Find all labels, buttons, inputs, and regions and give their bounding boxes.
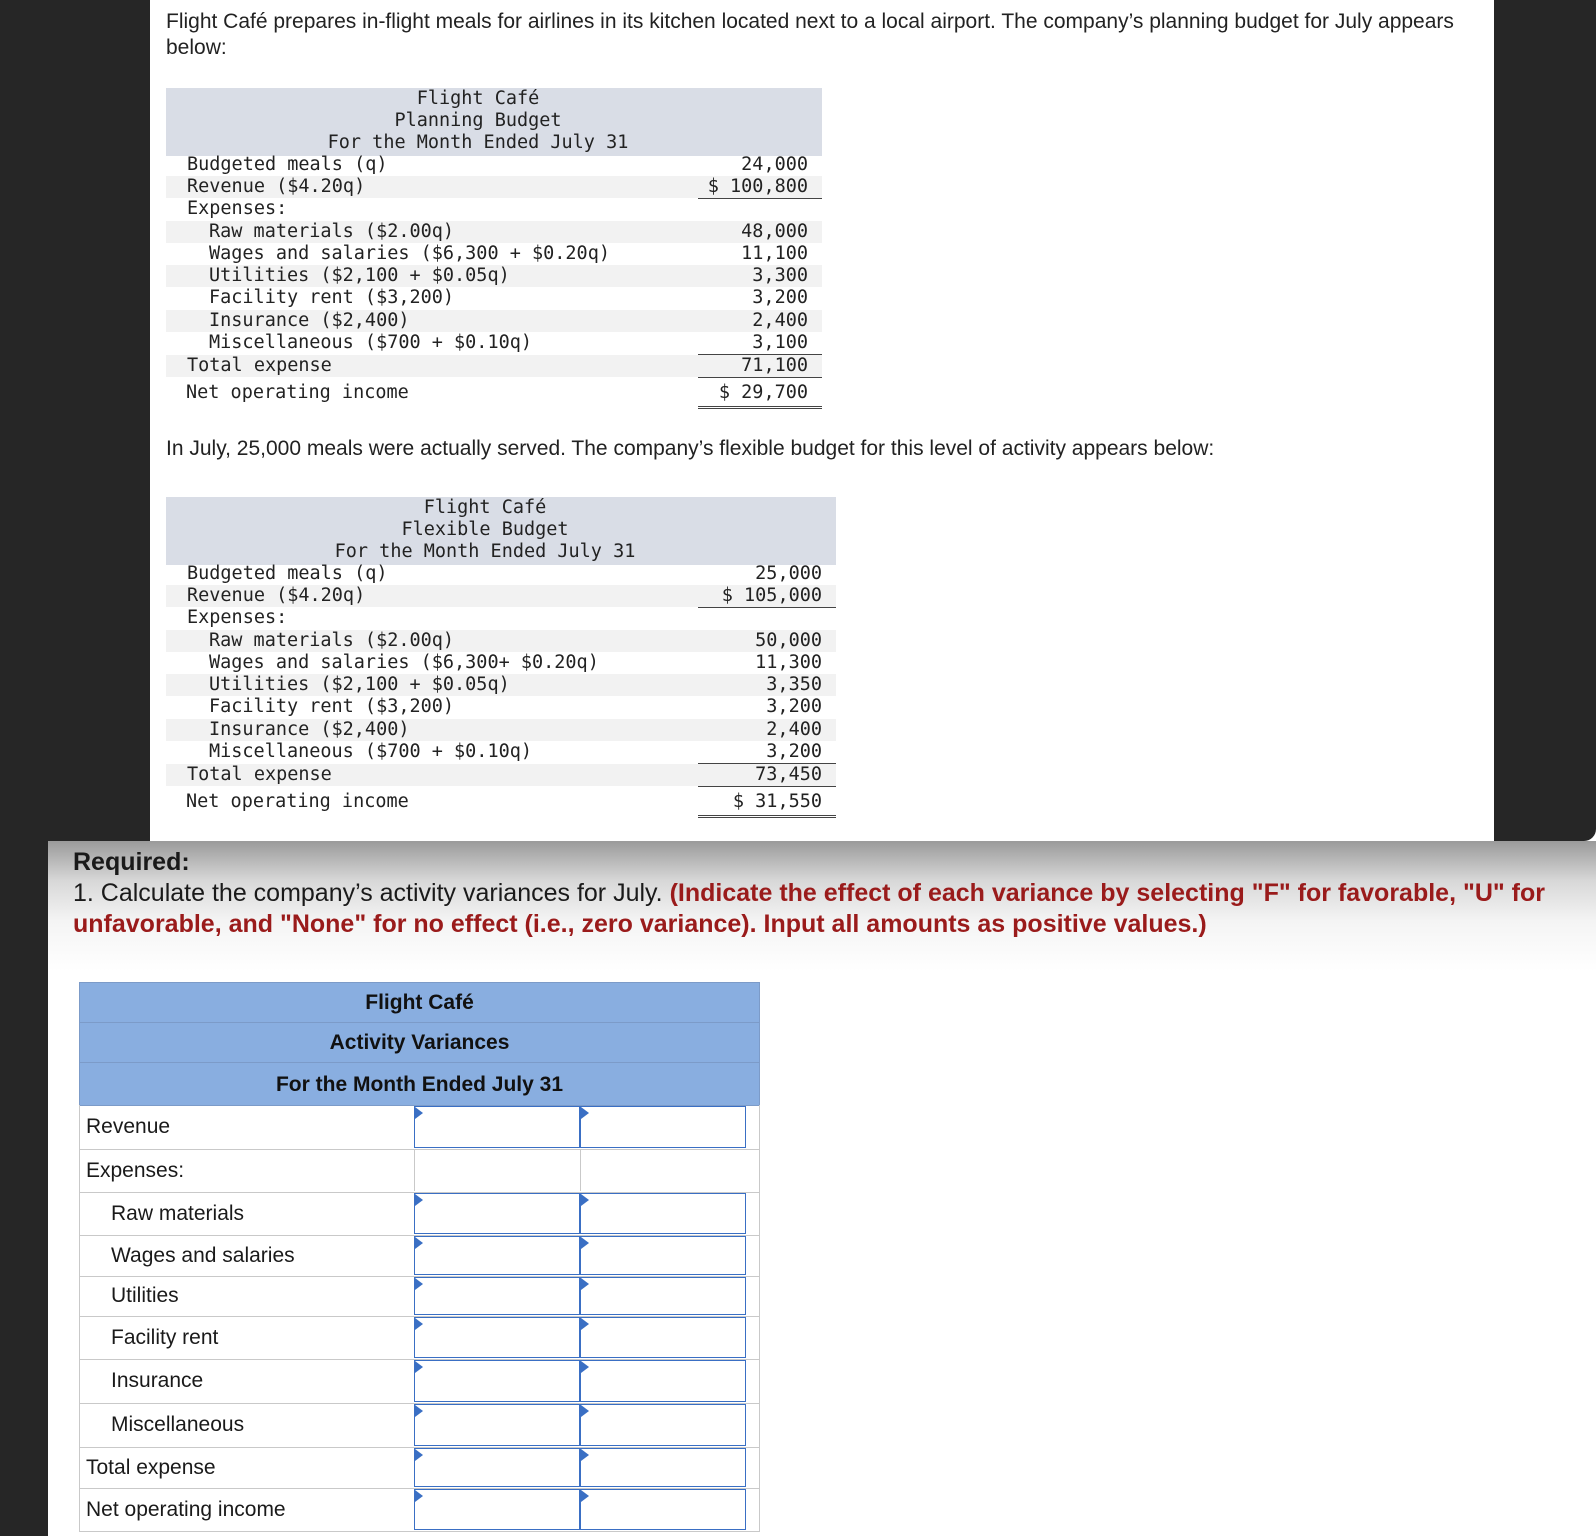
utilities-effect-input[interactable]: [580, 1277, 746, 1315]
flexible-budget-header: [166, 497, 836, 565]
wages-effect-input[interactable]: [580, 1236, 746, 1275]
flexible-row-utilities: Utilities ($2,100 + $0.05q) 3,350: [166, 674, 836, 696]
variance-row-net-income: [79, 1488, 760, 1532]
variance-row-label: Revenue: [86, 1115, 171, 1138]
flexible-row-expenses: Expenses:: [187, 607, 288, 628]
planning-row-revenue: Revenue ($4.20q) $ 100,800: [166, 176, 822, 198]
input-marker-icon: [581, 1237, 589, 1249]
variance-row-utilities: [79, 1276, 760, 1317]
required-text: 1. Calculate the company’s activity variances for July.: [73, 879, 663, 907]
net-income-amount-input[interactable]: [414, 1489, 580, 1530]
variance-row-label: Expenses:: [86, 1158, 185, 1182]
raw-materials-amount-input[interactable]: [414, 1193, 580, 1234]
variance-row-label: Total expense: [86, 1455, 216, 1479]
planning-budget-header: [166, 88, 822, 156]
revenue-effect-input[interactable]: [580, 1106, 746, 1148]
insurance-amount-input[interactable]: [414, 1360, 580, 1402]
flexible-row-insurance: Insurance ($2,400) 2,400: [166, 719, 836, 741]
variance-row-label: Facility rent: [111, 1325, 219, 1349]
flexible-row-net-income: Net operating income $ 31,550: [186, 791, 822, 812]
wages-amount-input[interactable]: [414, 1236, 580, 1275]
variance-row-label: Miscellaneous: [111, 1413, 245, 1436]
input-marker-icon: [415, 1237, 423, 1249]
planning-row-utilities: Utilities ($2,100 + $0.05q) 3,300: [166, 265, 822, 287]
required-instructions: [73, 847, 1583, 940]
variance-row-raw-materials: [79, 1192, 760, 1236]
flexible-row-misc: Miscellaneous ($700 + $0.10q) 3,200: [209, 741, 822, 762]
total-expense-amount-input[interactable]: [414, 1448, 580, 1487]
input-marker-icon: [581, 1449, 589, 1461]
input-marker-icon: [415, 1278, 423, 1290]
variance-row-facility-rent: [79, 1316, 760, 1360]
input-marker-icon: [415, 1361, 423, 1373]
misc-amount-input[interactable]: [414, 1404, 580, 1446]
input-marker-icon: [581, 1107, 589, 1119]
variance-row-label: Net operating income: [86, 1497, 286, 1521]
facility-rent-amount-input[interactable]: [414, 1317, 580, 1358]
input-marker-icon: [415, 1449, 423, 1461]
input-marker-icon: [581, 1405, 589, 1417]
raw-materials-effect-input[interactable]: [580, 1193, 746, 1234]
planning-row-total-expense: Total expense 71,100: [166, 355, 822, 377]
flexible-row-total-expense: Total expense 73,450: [166, 764, 836, 786]
variance-row-revenue: [79, 1105, 760, 1150]
input-marker-icon: [415, 1194, 423, 1206]
flexible-title: Flight Café: [423, 497, 547, 518]
input-marker-icon: [415, 1318, 423, 1330]
facility-rent-effect-input[interactable]: [580, 1317, 746, 1358]
expenses-amount-cell: [414, 1150, 580, 1191]
flexible-period: For the Month Ended July 31: [334, 541, 636, 562]
variance-row-total-expense: [79, 1447, 760, 1489]
misc-effect-input[interactable]: [580, 1404, 746, 1446]
variance-row-insurance: [79, 1359, 760, 1404]
variance-row-wages: [79, 1235, 760, 1277]
left-frame: [0, 841, 48, 1536]
variance-period: For the Month Ended July 31: [79, 1062, 760, 1106]
planning-row-raw-materials: Raw materials ($2.00q) 48,000: [166, 221, 822, 243]
planning-row-net-income: Net operating income $ 29,700: [186, 382, 808, 403]
variance-row-label: Raw materials: [111, 1201, 245, 1225]
variance-row-label: Wages and salaries: [111, 1243, 295, 1267]
net-income-effect-input[interactable]: [580, 1489, 746, 1530]
intro-paragraph: Flight Café prepares in-flight meals for airlines in its kitchen located next to a local airport. The company’s planning budget for July appears below:: [166, 10, 1454, 59]
input-marker-icon: [415, 1490, 423, 1502]
variance-title: Flight Café: [79, 982, 760, 1023]
input-marker-icon: [581, 1318, 589, 1330]
problem-page: [150, 0, 1494, 841]
planning-row-meals: Budgeted meals (q) 24,000: [187, 154, 808, 175]
planning-subtitle: Planning Budget: [394, 110, 562, 131]
planning-period: For the Month Ended July 31: [327, 132, 629, 153]
input-marker-icon: [581, 1194, 589, 1206]
input-marker-icon: [581, 1490, 589, 1502]
planning-row-misc: Miscellaneous ($700 + $0.10q) 3,100: [209, 332, 808, 353]
flexible-intro: In July, 25,000 meals were actually served. The company’s flexible budget for this level of activity appears below:: [166, 437, 1215, 460]
variance-row-misc: [79, 1403, 760, 1448]
flexible-row-wages: Wages and salaries ($6,300+ $0.20q) 11,300: [209, 652, 822, 673]
utilities-amount-input[interactable]: [414, 1277, 580, 1315]
required-instruction: (Indicate the effect of each variance by selecting "F" for favorable, "U" for unfavorable, and "None" for no effect (i.e., zero variance). Input all amounts as positive values.): [73, 879, 1545, 938]
planning-row-wages: Wages and salaries ($6,300 + $0.20q) 11,100: [209, 243, 808, 264]
required-heading: Required:: [73, 848, 190, 876]
expenses-effect-cell: [580, 1150, 746, 1191]
flexible-subtitle: Flexible Budget: [401, 519, 569, 540]
variance-row-expenses: [79, 1149, 760, 1193]
insurance-effect-input[interactable]: [580, 1360, 746, 1402]
revenue-amount-input[interactable]: [414, 1106, 580, 1148]
planning-row-expenses: Expenses:: [187, 198, 288, 219]
input-marker-icon: [415, 1107, 423, 1119]
variance-subtitle: Activity Variances: [79, 1022, 760, 1063]
planning-row-insurance: Insurance ($2,400) 2,400: [166, 310, 822, 332]
variance-row-label: Insurance: [111, 1369, 204, 1392]
flexible-row-raw-materials: Raw materials ($2.00q) 50,000: [166, 630, 836, 652]
input-marker-icon: [581, 1278, 589, 1290]
input-marker-icon: [415, 1405, 423, 1417]
flexible-row-meals: Budgeted meals (q) 25,000: [187, 563, 822, 584]
input-marker-icon: [581, 1361, 589, 1373]
flexible-row-revenue: Revenue ($4.20q) $ 105,000: [166, 585, 836, 607]
variance-row-label: Utilities: [111, 1284, 179, 1307]
planning-title: Flight Café: [416, 88, 540, 109]
flexible-row-facility-rent: Facility rent ($3,200) 3,200: [209, 696, 822, 717]
total-expense-effect-input[interactable]: [580, 1448, 746, 1487]
planning-row-facility-rent: Facility rent ($3,200) 3,200: [209, 287, 808, 308]
